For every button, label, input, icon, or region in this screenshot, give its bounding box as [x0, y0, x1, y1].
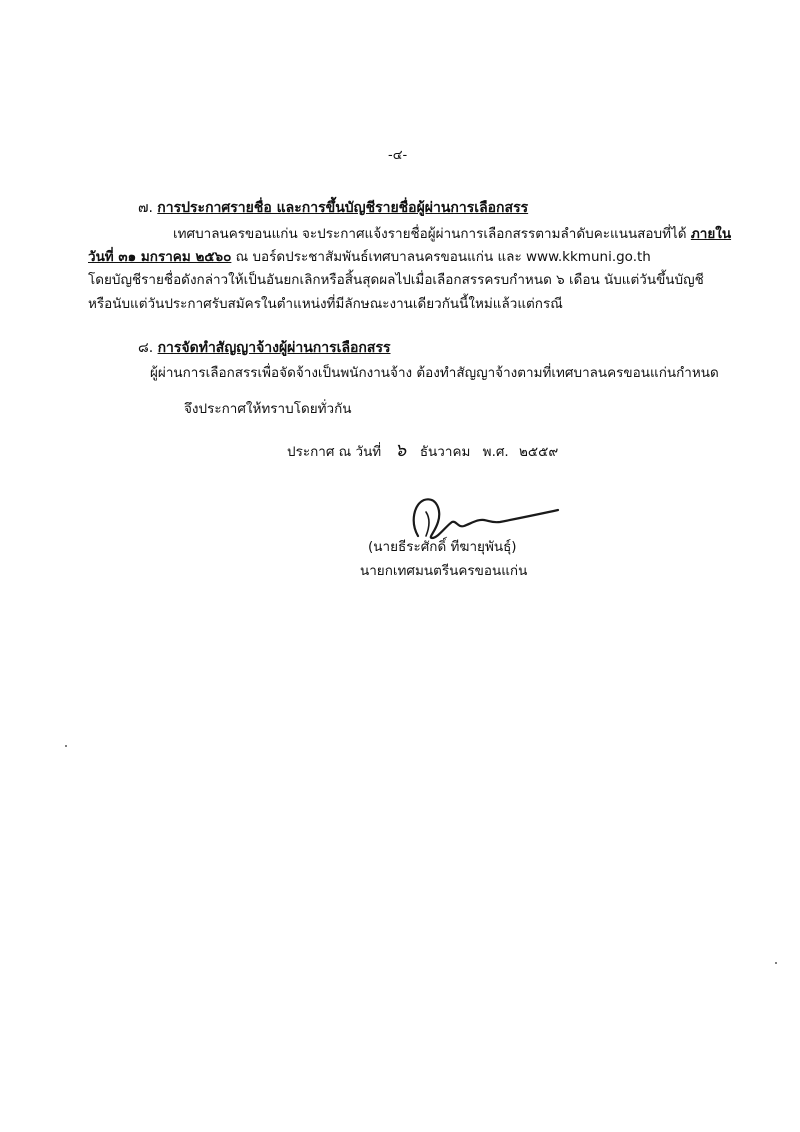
date-year: ๒๕๕๙ [519, 444, 559, 460]
scan-speck [65, 745, 67, 747]
section-7-deadline-date: วันที่ ๓๑ มกราคม ๒๕๖๐ [88, 249, 232, 265]
section-7-line-2-text: ณ บอร์ดประชาสัมพันธ์เทศบาลนครขอนแก่น และ www.kkmuni.go.th [235, 249, 651, 265]
section-7-line-2 [88, 245, 651, 267]
date-era: พ.ศ. [482, 444, 509, 460]
section-8-number: ๘. [138, 340, 154, 356]
date-prefix: ประกาศ ณ วันที่ [287, 444, 382, 460]
section-7-title: การประกาศรายชื่อ และการขึ้นบัญชีรายชื่อผู้ผ่านการเลือกสรร [157, 200, 529, 216]
section-8-line-1: ผู้ผ่านการเลือกสรรเพื่อจัดจ้างเป็นพนักงานจ้าง ต้องทำสัญญาจ้างตามที่เทศบาลนครขอนแก่นกำหนด [150, 365, 719, 381]
section-8-heading [138, 337, 391, 359]
section-7-line-1-text: เทศบาลนครขอนแก่น จะประกาศแจ้งรายชื่อผู้ผ่านการเลือกสรรตามลำดับคะแนนสอบที่ได้ [173, 226, 687, 242]
signatory-name: (นายธีระศักดิ์ ทีฆายุพันธุ์) [368, 539, 517, 555]
section-7-heading [138, 197, 528, 219]
closing-statement: จึงประกาศให้ทราบโดยทั่วกัน [184, 401, 352, 417]
date-day: ๖ [394, 440, 407, 461]
section-7-line-1 [173, 222, 731, 244]
section-7-number: ๗. [138, 200, 153, 216]
page-number: -๔- [388, 148, 408, 163]
signatory-position: นายกเทศมนตรีนครขอนแก่น [360, 563, 528, 579]
date-month: ธันวาคม [419, 444, 471, 460]
section-7-line-4: หรือนับแต่วันประกาศรับสมัครในตำแหน่งที่มีลักษณะงานเดียวกันนี้ใหม่แล้วแต่กรณี [88, 296, 563, 312]
section-7-deadline-start: ภายใน [690, 226, 732, 242]
section-7-line-3: โดยบัญชีรายชื่อดังกล่าวให้เป็นอันยกเลิกหรือสิ้นสุดผลไปเมื่อเลือกสรรครบกำหนด ๖ เดือน นับแต่วันขึ้นบัญชี [88, 272, 704, 288]
scan-speck [775, 962, 777, 964]
section-8-title: การจัดทำสัญญาจ้างผู้ผ่านการเลือกสรร [157, 340, 391, 356]
announcement-date [287, 435, 558, 464]
